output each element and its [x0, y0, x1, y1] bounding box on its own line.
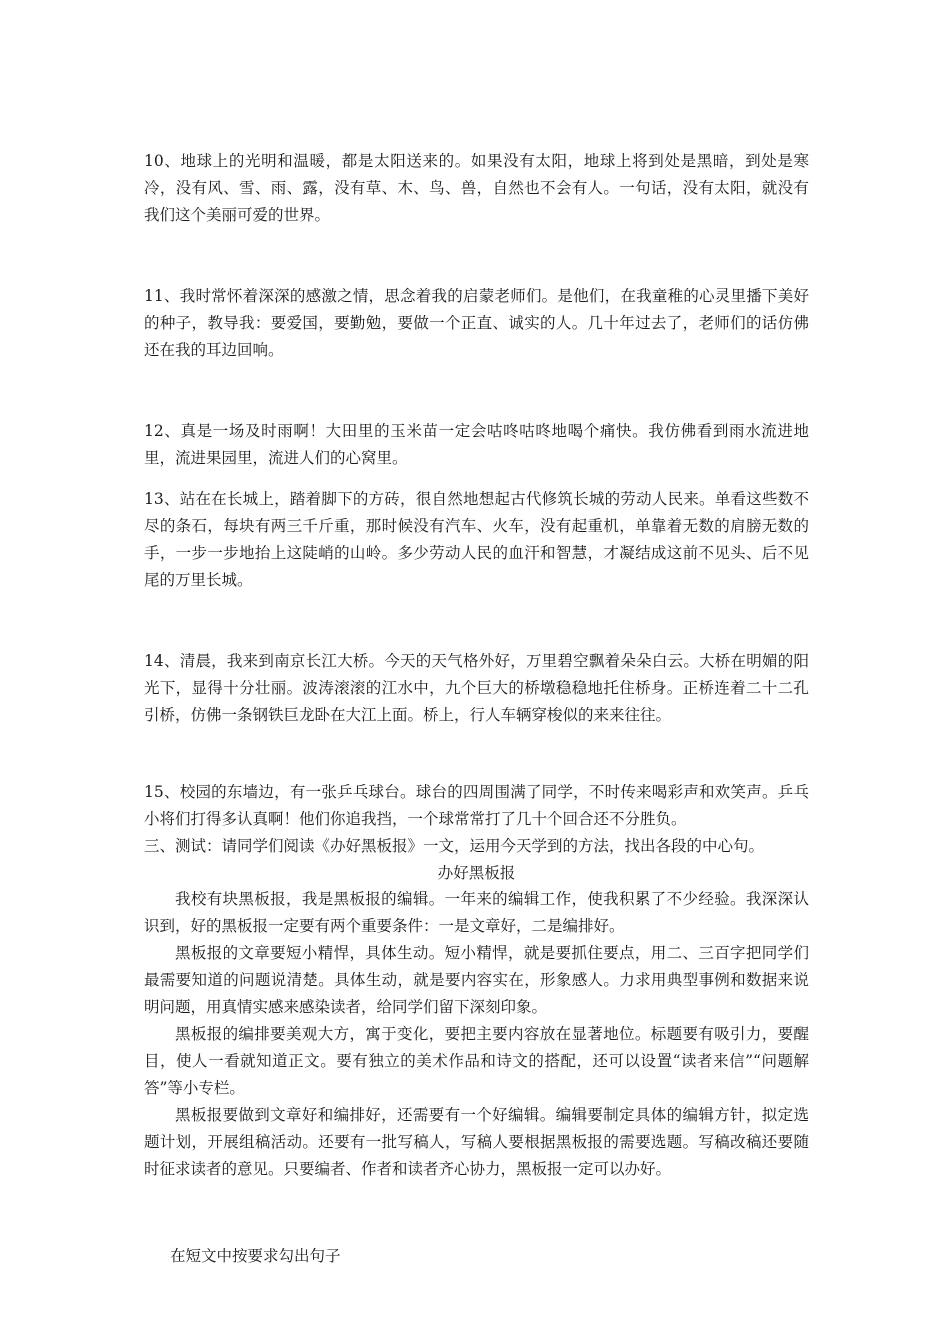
article-paragraph: 黑板报的编排要美观大方，寓于变化，要把主要内容放在显著地位。标题要有吸引力，要醒目，使人一看就知道正文。要有独立的美术作品和诗文的搭配，还可以设置“读者来信”“问题解答”等小专栏。: [144, 1025, 809, 1097]
paragraph-15: 15、校园的东墙边，有一张乒乓球台。球台的四周围满了同学，不时传来喝彩声和欢笑声。乒乓小将们打得多认真啊！他们你追我挡，一个球常常打了几十个回合还不分胜负。: [144, 783, 809, 828]
article-paragraph: 黑板报的文章要短小精悍，具体生动。短小精悍，就是要抓住要点，用二、三百字把同学们最需要知道的问题说清楚。具体生动，就是要内容实在，形象感人。力求用典型事例和数据来说明问题，用真情实感来感染读者，给同学们留下深刻印象。: [144, 944, 809, 1016]
spacer: [144, 1183, 809, 1243]
paragraph-12: 12、真是一场及时雨啊！大田里的玉米苗一定会咕咚咕咚地喝个痛快。我仿佛看到雨水流进地里，流进果园里，流进人们的心窝里。: [144, 422, 809, 467]
spacer: [144, 472, 809, 486]
article-paragraph: 我校有块黑板报，我是黑板报的编辑。一年来的编辑工作，使我积累了不少经验。我深深认识到，好的黑板报一定要有两个重要条件：一是文章好，二是编排好。: [144, 890, 809, 935]
paragraph-10: 10、地球上的光明和温暖，都是太阳送来的。如果没有太阳，地球上将到处是黑暗，到处是寒冷，没有风、雪、雨、露，没有草、木、鸟、兽，自然也不会有人。一句话，没有太阳，就没有我们这个美丽可爱的世界。: [144, 152, 809, 224]
spacer: [144, 229, 809, 283]
test-instruction: 三、测试：请同学们阅读《办好黑板报》一文，运用今天学到的方法，找出各段的中心句。: [144, 837, 765, 855]
article-title: 办好黑板报: [437, 864, 516, 882]
spacer: [144, 364, 809, 418]
spacer: [144, 594, 809, 648]
paragraph-14: 14、清晨，我来到南京长江大桥。今天的天气格外好，万里碧空飘着朵朵白云。大桥在明媚的阳光下，显得十分壮丽。波涛滚滚的江水中，九个巨大的桥墩稳稳地托住桥身。正桥连着二十二孔引桥，仿佛一条钢铁巨龙卧在大江上面。桥上，行人车辆穿梭似的来来往往。: [144, 652, 809, 724]
article-paragraph: 黑板报要做到文章好和编排好，还需要有一个好编辑。编辑要制定具体的编辑方针，拟定选题计划，开展组稿活动。还要有一批写稿人，写稿人要根据黑板报的需要选题。写稿改稿还要随时征求读者的意见。只要编者、作者和读者齐心协力，黑板报一定可以办好。: [144, 1106, 809, 1178]
paragraph-11: 11、我时常怀着深深的感激之情，思念着我的启蒙老师们。是他们，在我童稚的心灵里播下美好的种子，教导我：要爱国，要勤勉，要做一个正直、诚实的人。几十年过去了，老师们的话仿佛还在我的耳边回响。: [144, 287, 809, 359]
paragraph-13: 13、站在在长城上，踏着脚下的方砖，很自然地想起古代修筑长城的劳动人民来。单看这些数不尽的条石，每块有两三千斤重，那时候没有汽车、火车，没有起重机，单靠着无数的肩膀无数的手，一步一步地抬上这陡峭的山岭。多少劳动人民的血汗和智慧，才凝结成这前不见头、后不见尾的万里长城。: [144, 490, 809, 589]
spacer: [144, 729, 809, 779]
document-page: [144, 148, 809, 1270]
footer-note: 在短文中按要求勾出句子: [170, 1247, 341, 1265]
